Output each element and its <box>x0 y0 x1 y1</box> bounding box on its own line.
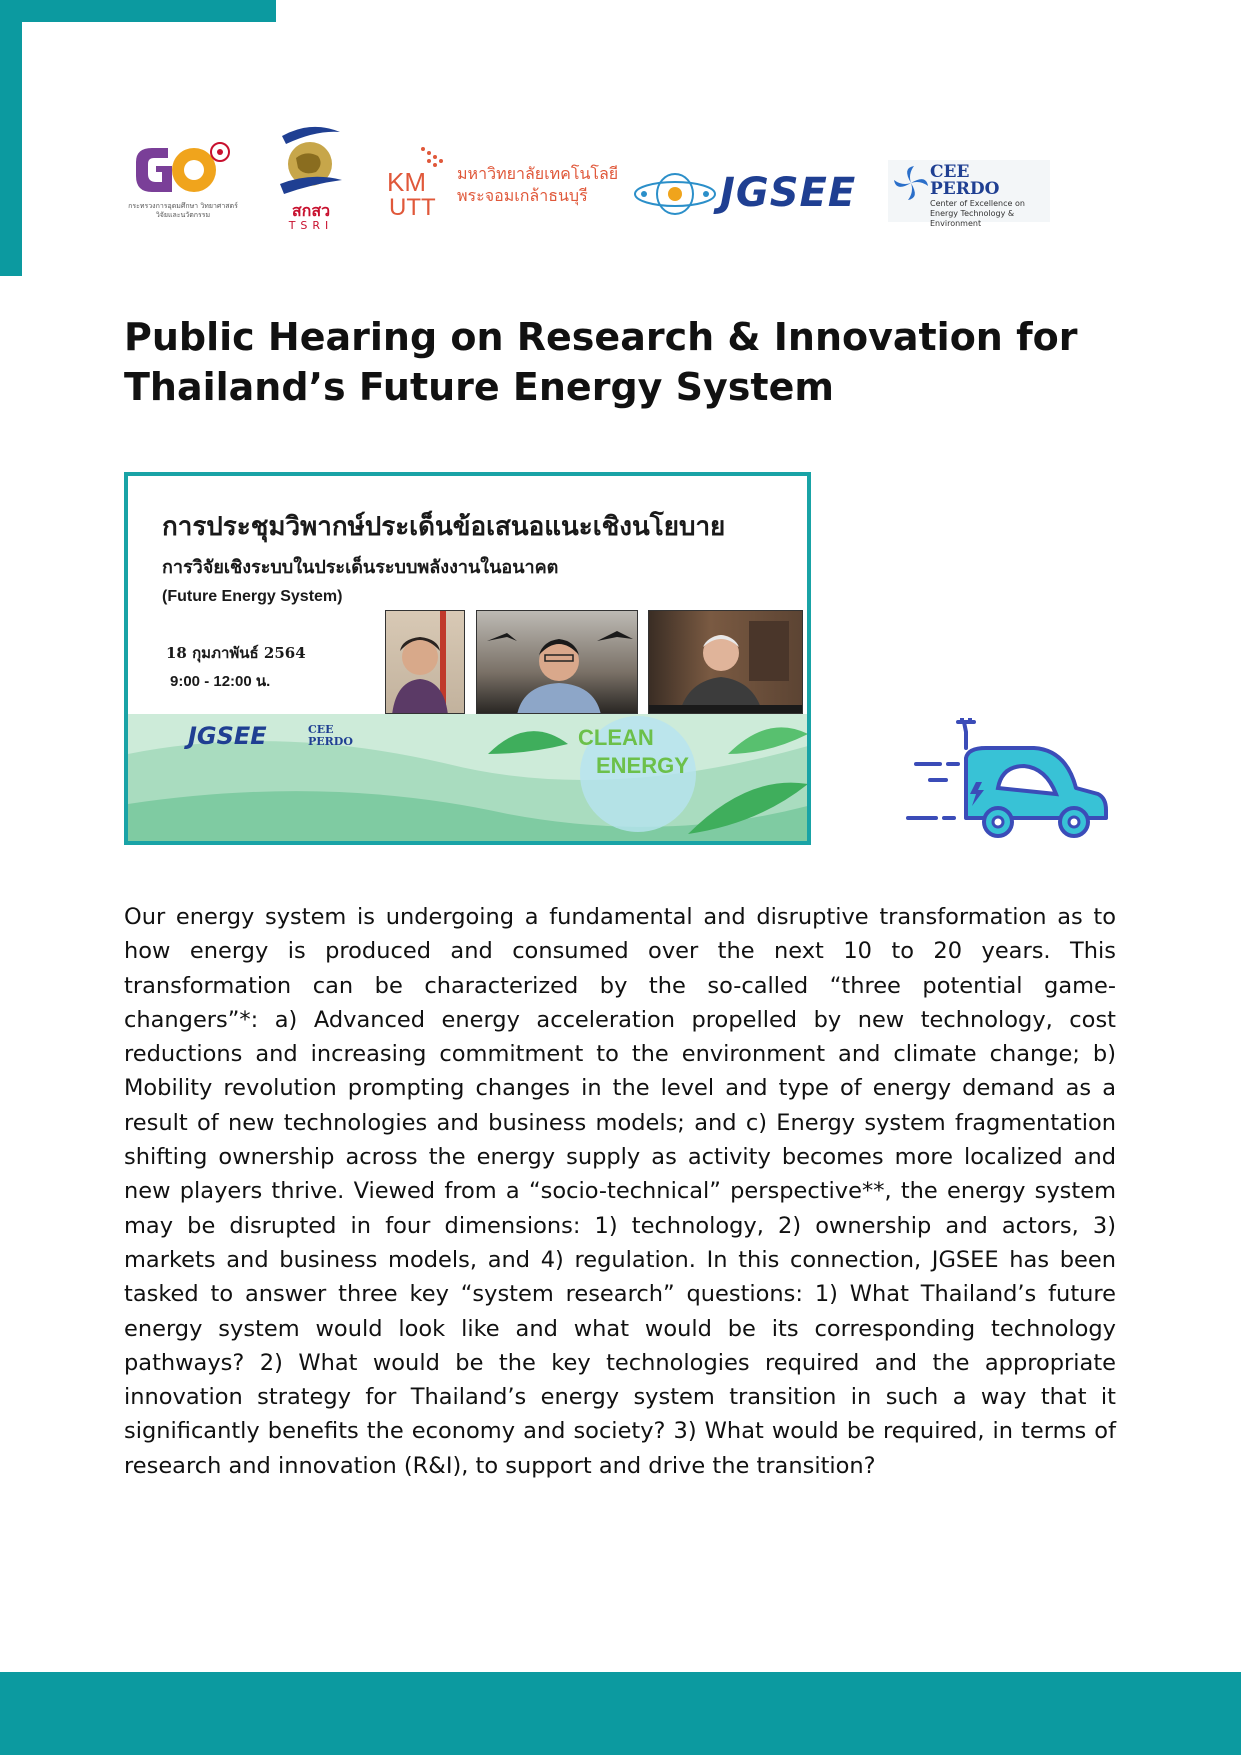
banner-time: 9:00 - 12:00 น. <box>170 673 271 690</box>
corner-accent-top <box>0 0 276 22</box>
banner-subheading-thai: การวิจัยเชิงระบบในประเด็นระบบพลังงานในอนาคต <box>162 557 559 578</box>
banner-heading-thai: การประชุมวิพากษ์ประเด็นข้อเสนอแนะเชิงนโยบาย <box>162 512 726 542</box>
tsri-logo-icon <box>276 122 346 234</box>
banner-date: 18 กุมภาพันธ์ 2564 <box>166 644 306 662</box>
cee-perdo-logo-icon <box>888 160 1050 228</box>
banner-cee-logo <box>308 724 353 748</box>
cee-sub-line2: Energy Technology & Environment <box>930 209 1015 228</box>
banner-cee-line2: PERDO <box>308 735 353 748</box>
kmutt-name-line2: พระจอมเกล้าธนบุรี <box>457 186 588 205</box>
kmutt-abbr-top: KM <box>387 167 426 197</box>
page-title-line1: Public Hearing on Research & Innovation for <box>124 315 1078 359</box>
mhesi-caption: กระทรวงการอุดมศึกษา วิทยาศาสตร์ วิจัยและนวัตกรรม <box>128 202 238 219</box>
page-title-line2: Thailand’s Future Energy System <box>124 365 834 409</box>
mhesi-logo-icon <box>128 140 238 230</box>
jgsee-logo-text: JGSEE <box>720 170 857 216</box>
banner-cee-line1: CEE <box>308 723 334 736</box>
cee-name-line2: PERDO <box>930 179 1000 199</box>
banner-clean-energy-text <box>578 724 689 780</box>
page-title <box>124 312 1124 412</box>
electric-car-icon <box>906 718 1114 848</box>
banner-clean-word: CLEAN <box>578 725 654 750</box>
event-banner <box>124 472 811 845</box>
kmutt-name-line1: มหาวิทยาลัยเทคโนโลยี <box>457 164 619 183</box>
cee-sub-line1: Center of Excellence on <box>930 199 1025 208</box>
jgsee-logo-icon <box>632 168 857 218</box>
participant-photo <box>385 610 465 714</box>
kmutt-logo-icon <box>385 145 619 221</box>
cee-name-line1: CEE <box>930 162 970 182</box>
kmutt-abbr-bottom: UTT <box>389 194 436 221</box>
banner-jgsee-logo: JGSEE <box>188 722 267 750</box>
banner-energy-word: ENERGY <box>596 753 689 778</box>
participant-photo <box>648 610 803 714</box>
banner-subheading-english: (Future Energy System) <box>162 588 343 605</box>
corner-accent-left <box>0 0 22 276</box>
tsri-thai-name: สกสว <box>291 201 331 220</box>
participant-photo <box>476 610 638 714</box>
tsri-english-name: TSRI <box>288 219 334 232</box>
body-paragraph: Our energy system is undergoing a fundamental and disruptive transformation as to how energy is produced and consumed over the next 10 to 20 years. This transformation can be characterized by the so-called “three potential game-changers”*: a) Advanced energy acceleration propelled by new technology, cost reductions and increasing commitment to the environment and climate change; b) Mobility revolution prompting changes in the level and type of energy demand as a result of new technologies and business models; and c) Energy system fragmentation shifting ownership across the energy supply as activity becomes more localized and new players thrive. Viewed from a “socio-technical” perspective**, the energy system may be disrupted in four dimensions: 1) technology, 2) ownership and actors, 3) markets and business models, and 4) regulation. In this connection, JGSEE has been tasked to answer three key “system research” questions: 1) What Thailand’s future energy system would look like and what would be its corresponding technology pathways? 2) What would be the key technologies required and the appropriate innovation strategy for Thailand’s energy system transition in such a way that it significantly benefits the economy and society? 3) What would be required, in terms of research and innovation (R&I), to support and drive the transition? <box>124 904 1116 1479</box>
footer-bar <box>0 1672 1241 1755</box>
